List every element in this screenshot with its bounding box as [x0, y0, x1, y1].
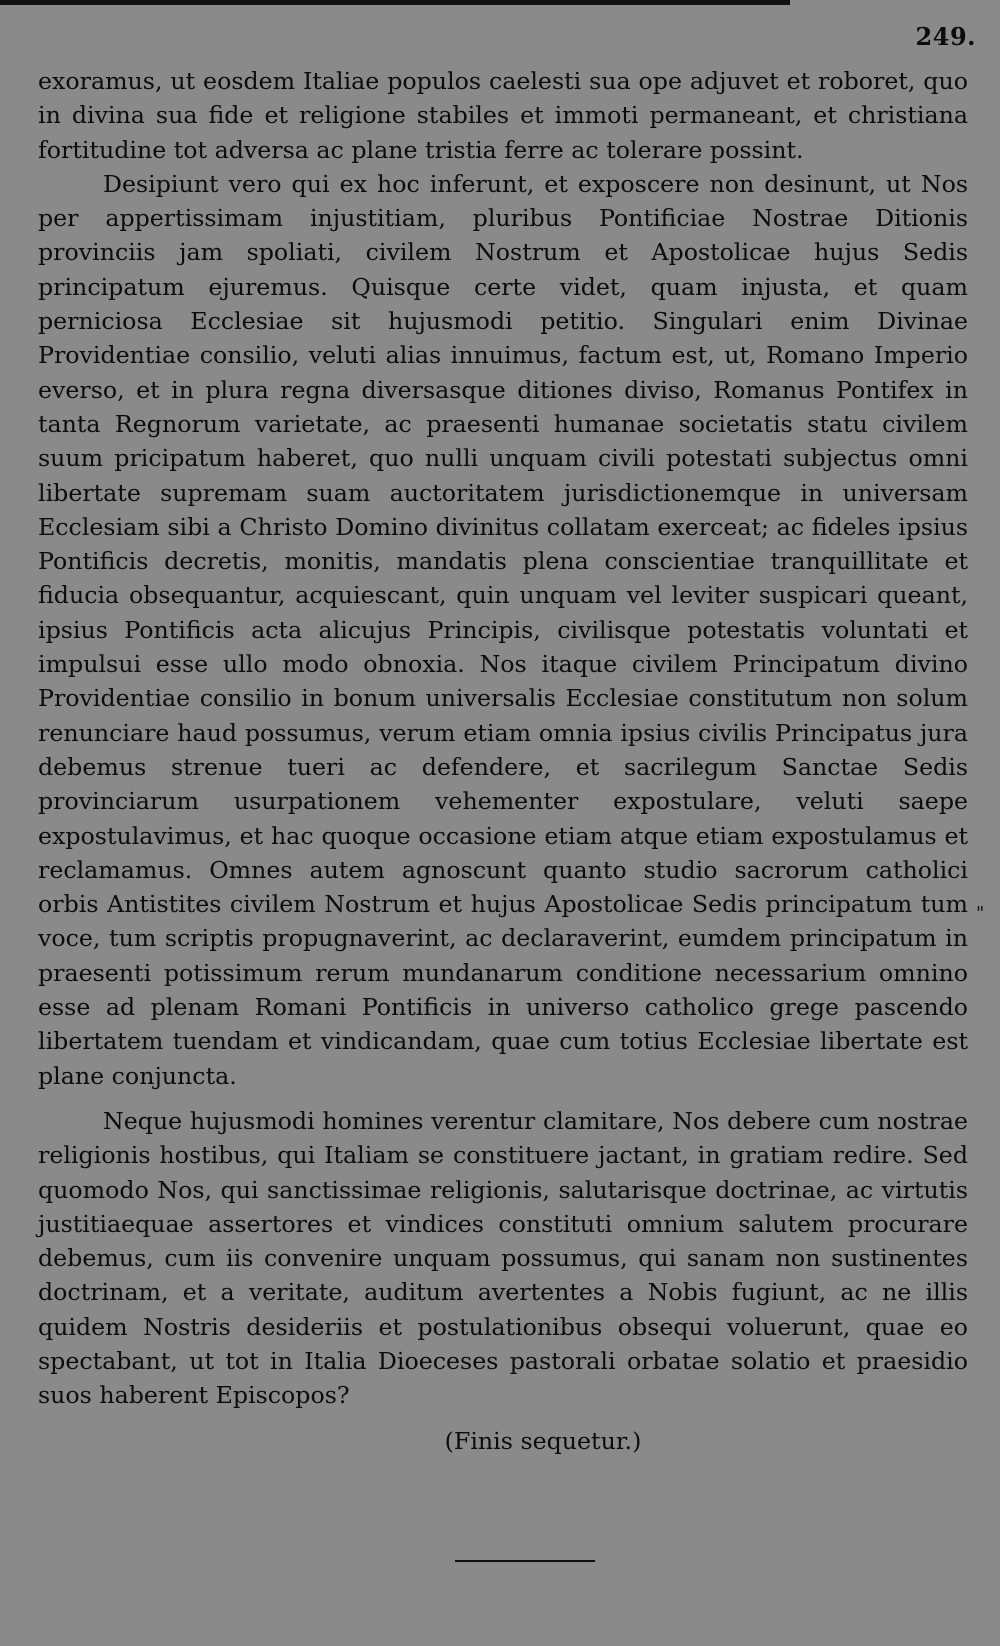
closing-note: (Finis sequetur.): [444, 1426, 642, 1455]
bottom-rule: [455, 1560, 595, 1562]
paragraph-3: Neque hujusmodi homines verentur clamitare, Nos debere cum nostrae religionis hostibus, qui Italiam se constituere jactant, in gratiam redire. Sed quomodo Nos, qui sanctissimae religionis, salutarisque doctrinae, ac virtutis justitiaequae assertores et vindices constituti omnium salutem procurare debemus, cum iis convenire unquam possumus, qui sanam non sustinentes doctrinam, et a veritate, auditum avertentes a Nobis fugiunt, ac ne illis quidem Nostris desideriis et postulationibus obsequi voluerunt, quae eo spectabant, ut tot in Italia Dioeceses pastorali orbatae solatio et praesidio suos haberent Episcopos?: [38, 1106, 968, 1410]
margin-mark: ": [976, 903, 985, 924]
document-body: [38, 64, 968, 1458]
page-number: 249.: [915, 22, 976, 51]
paragraph-1: exoramus, ut eosdem Italiae populos caelesti sua ope adjuvet et roboret, quo in divina sua fide et religione stabiles et immoti permaneant, et christiana fortitudine tot adversa ac plane tristia ferre ac tolerare possint.: [38, 67, 968, 164]
top-rule: [0, 0, 790, 5]
paragraph-2: Desipiunt vero qui ex hoc inferunt, et exposcere non desinunt, ut Nos per appertissimam injustitiam, pluribus Pontificiae Nostrae Ditionis provinciis jam spoliati, civilem Nostrum et Apostolicae hujus Sedis principatum ejuremus. Quisque certe videt, quam injusta, et quam perniciosa Ecclesiae sit hujusmodi petitio. Singulari enim Divinae Providentiae consilio, veluti alias innuimus, factum est, ut, Romano Imperio everso, et in plura regna diversasque ditiones diviso, Romanus Pontifex in tanta Regnorum varietate, ac praesenti humanae societatis statu civilem suum pricipatum haberet, quo nulli unquam civili potestati subjectus omni libertate supremam suam auctoritatem jurisdictionemque in universam Ecclesiam sibi a Christo Domino divinitus collatam exerceat; ac fideles ipsius Pontificis decretis, monitis, mandatis plena conscientiae tranquillitate et fiducia obsequantur, acquiescant, quin unquam vel leviter suspicari queant, ipsius Pontificis acta alicujus Principis, civilisque potestatis voluntati et impulsui esse ullo modo obnoxia. Nos itaque civilem Principatum divino Providentiae consilio in bonum universalis Ecclesiae constitutum non solum renunciare haud possumus, verum etiam omnia ipsius civilis Principatus jura debemus strenue tueri ac defendere, et sacrilegum Sanctae Sedis provinciarum usurpationem vehementer expostulare, veluti saepe expostulavimus, et hac quoque occasione etiam atque etiam expostulamus et reclamamus. Omnes autem agnoscunt quanto studio sacrorum catholici orbis Antistites civilem Nostrum et hujus Apostolicae Sedis principatum tum voce, tum scriptis propugnaverint, ac declaraverint, eumdem principatum in praesenti potissimum rerum mundanarum conditione necessarium omnino esse ad plenam Romani Pontificis in universo catholico grege pascendo libertatem tuendam et vindicandam, quae cum totius Ecclesiae libertate est plane conjuncta.: [38, 169, 968, 1090]
